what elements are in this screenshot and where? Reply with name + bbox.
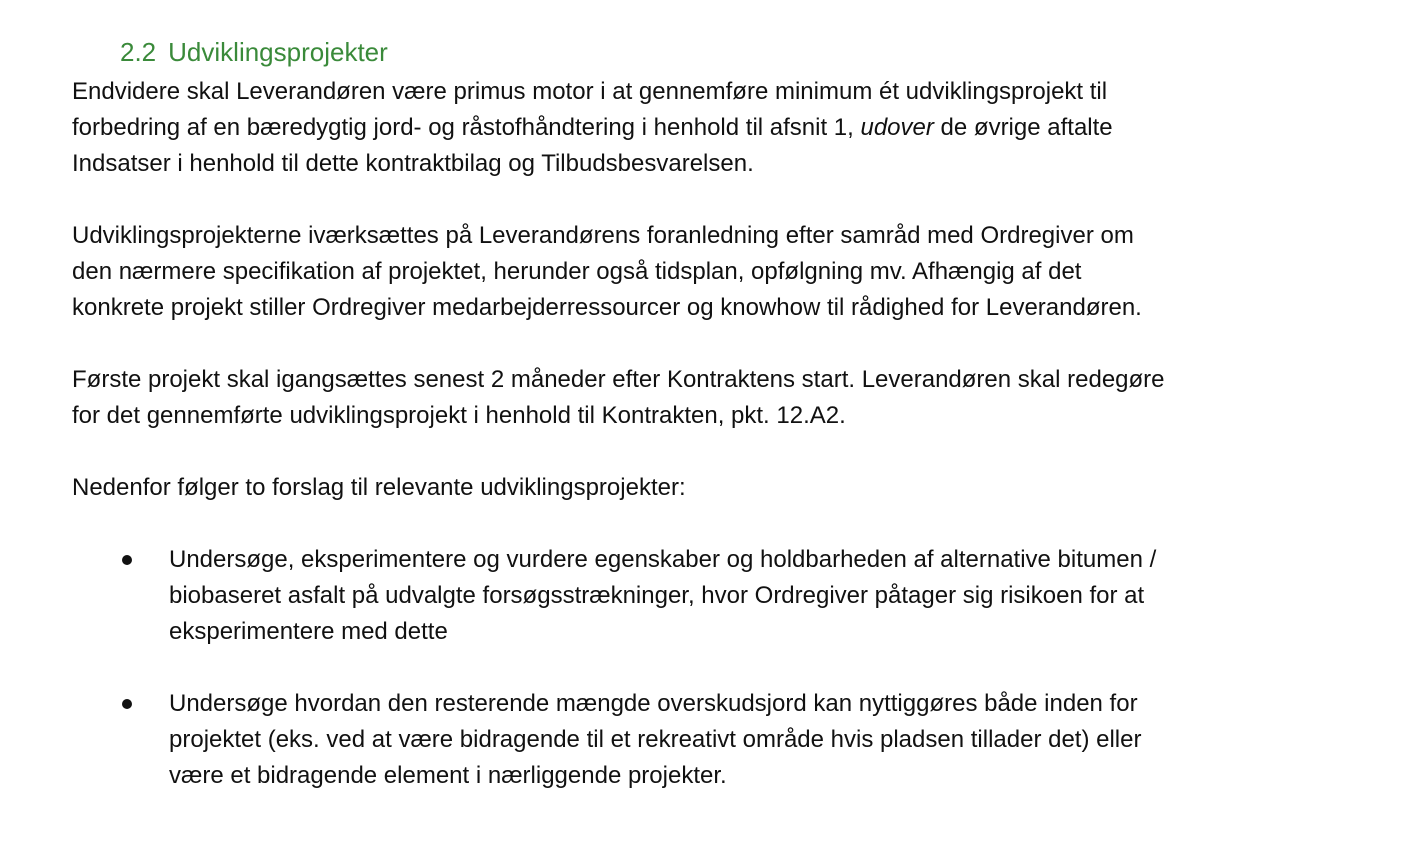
section-title: Udviklingsprojekter	[168, 37, 388, 67]
paragraph-line: konkrete projekt stiller Ordregiver medarbejderressourcer og knowhow til rådighed for Leverandøren.	[72, 294, 1142, 321]
paragraph-line	[72, 110, 1372, 146]
document-page	[72, 34, 1372, 830]
section-heading	[120, 34, 1372, 70]
paragraph-line: Indsatser i henhold til dette kontraktbilag og Tilbudsbesvarelsen.	[72, 150, 754, 177]
paragraph-text: forbedring af en bæredygtig jord- og råstofhåndtering i henhold til afsnit 1,	[72, 114, 861, 141]
paragraph-line: Første projekt skal igangsættes senest 2 måneder efter Kontraktens start. Leverandøren skal redegøre	[72, 366, 1165, 393]
paragraph-text: de øvrige aftalte	[933, 114, 1113, 141]
list-item-line: være et bidragende element i nærliggende projekter.	[169, 762, 727, 789]
list-item-line: eksperimentere med dette	[169, 618, 448, 645]
paragraph-intro	[72, 74, 1372, 182]
list-item	[72, 686, 1372, 794]
list-item-line: Undersøge hvordan den resterende mængde overskudsjord kan nyttiggøres både inden for	[169, 690, 1138, 717]
paragraph-first-project	[72, 362, 1372, 434]
list-item-line: Undersøge, eksperimentere og vurdere egenskaber og holdbarheden af alternative bitumen /	[169, 546, 1157, 573]
paragraph-suggestions-intro	[72, 470, 1372, 506]
paragraph-line: Endvidere skal Leverandøren være primus motor i at gennemføre minimum ét udviklingsprojekt til	[72, 78, 1108, 105]
bullet-icon	[122, 699, 132, 709]
bullet-icon	[122, 555, 132, 565]
section-number: 2.2	[120, 37, 157, 67]
paragraph-line: Nedenfor følger to forslag til relevante udviklingsprojekter:	[72, 474, 686, 501]
suggestion-list	[72, 542, 1372, 794]
paragraph-line: for det gennemførte udviklingsprojekt i henhold til Kontrakten, pkt. 12.A2.	[72, 402, 846, 429]
emphasis-text: udover	[860, 114, 934, 141]
list-item	[72, 542, 1372, 650]
paragraph-initiation	[72, 218, 1372, 326]
paragraph-line: den nærmere specifikation af projektet, herunder også tidsplan, opfølgning mv. Afhængig af det	[72, 258, 1082, 285]
list-item-line: projektet (eks. ved at være bidragende til et rekreativt område hvis pladsen tillader det) eller	[169, 726, 1142, 753]
paragraph-line: Udviklingsprojekterne iværksættes på Leverandørens foranledning efter samråd med Ordregiver om	[72, 222, 1134, 249]
list-item-line: biobaseret asfalt på udvalgte forsøgsstrækninger, hvor Ordregiver påtager sig risikoen for at	[169, 582, 1145, 609]
